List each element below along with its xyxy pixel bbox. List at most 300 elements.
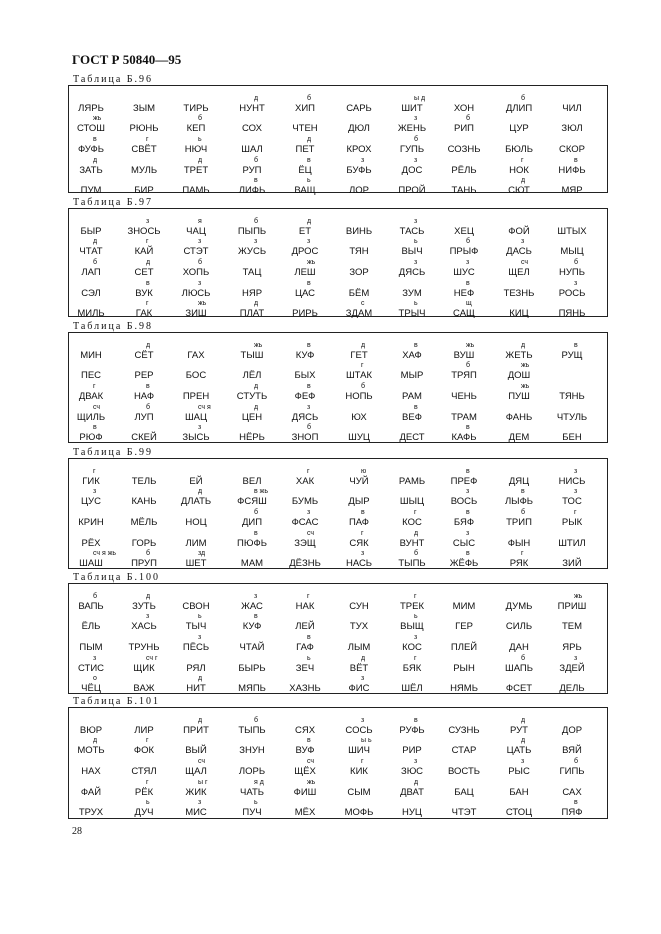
stress-mark: б bbox=[466, 238, 471, 245]
stress-mark: в bbox=[254, 530, 258, 537]
table-cell: ЦУС bbox=[81, 496, 101, 507]
table-cell: ЁЛЬ bbox=[81, 621, 101, 632]
table-cell: СТЭТ bbox=[183, 246, 209, 257]
stress-mark: г bbox=[521, 550, 524, 557]
table-cell: ГАФ bbox=[296, 642, 314, 653]
stress-mark: б bbox=[414, 136, 419, 143]
stress-mark: б bbox=[254, 157, 259, 164]
table-cell: ПЮФЬ bbox=[237, 538, 267, 549]
table-cell: РЫС bbox=[508, 766, 530, 777]
stress-mark: ь bbox=[198, 136, 202, 143]
table-cell: ДЯЦ bbox=[508, 476, 530, 487]
table-cell: ТРАМ bbox=[451, 412, 477, 423]
table-cell: ЗИШ bbox=[185, 308, 207, 319]
table-cell: ФСАС bbox=[291, 517, 319, 528]
stress-mark: з bbox=[361, 550, 365, 557]
table-cell: РУТ bbox=[510, 725, 528, 736]
table-cell: ЧТЭТ bbox=[451, 807, 477, 818]
stress-mark: г bbox=[93, 383, 96, 390]
table-cell: КРИН bbox=[78, 517, 104, 528]
table-cell: КАНЬ bbox=[131, 496, 157, 507]
table-cell: КАЙ bbox=[134, 246, 154, 257]
table-cell: КИК bbox=[350, 766, 368, 777]
stress-mark: в bbox=[93, 424, 97, 431]
table-cell: ЗЫСЬ bbox=[182, 432, 210, 443]
stress-mark: б bbox=[93, 593, 98, 600]
table-cell: ЧЕНЬ bbox=[451, 391, 477, 402]
stress-mark: в bbox=[466, 468, 470, 475]
table-cell: РУФЬ bbox=[399, 725, 425, 736]
table-cell: РОСЬ bbox=[558, 288, 586, 299]
stress-mark: д bbox=[146, 342, 151, 349]
stress-mark: з bbox=[254, 238, 258, 245]
table-cell: РУЩ bbox=[561, 350, 583, 361]
table-cell: ЛЕШ bbox=[294, 267, 316, 278]
table-cell: МИС bbox=[185, 807, 207, 818]
table-cell: ТЯН bbox=[349, 246, 369, 257]
stress-mark: в bbox=[307, 737, 311, 744]
table-cell: ПУШ bbox=[508, 391, 530, 402]
table-cell: ЦЕН bbox=[241, 412, 263, 423]
table-cell: ПАМЬ bbox=[182, 185, 210, 196]
table-cell: КЕП bbox=[186, 123, 206, 134]
stress-mark: з bbox=[198, 634, 202, 641]
table-cell: МЫЦ bbox=[560, 246, 584, 257]
table-cell: НОК bbox=[509, 165, 529, 176]
stress-mark: б bbox=[254, 218, 259, 225]
table-cell: ЗУТЬ bbox=[132, 601, 156, 612]
stress-mark: в bbox=[307, 280, 311, 287]
stress-mark: д bbox=[521, 717, 526, 724]
word-table bbox=[68, 85, 608, 196]
stress-mark: в bbox=[466, 280, 470, 287]
stress-mark: з bbox=[414, 758, 418, 765]
table-cell: БЫХ bbox=[294, 370, 316, 381]
table-cell: ЖИК bbox=[185, 787, 207, 798]
table-cell: СЕТ bbox=[134, 267, 154, 278]
table-cell: ПРОЙ bbox=[398, 185, 426, 196]
table-cell: СТОЦ bbox=[505, 807, 533, 818]
stress-mark: з bbox=[307, 509, 311, 516]
table-cell: РЯК bbox=[509, 558, 529, 569]
stress-mark: в bbox=[307, 383, 311, 390]
stress-mark: з bbox=[574, 468, 578, 475]
page-number: 28 bbox=[72, 826, 82, 837]
table-cell: РАМЬ bbox=[398, 476, 426, 487]
table-cell: ШЁЛ bbox=[401, 683, 423, 694]
table-cell: НУЦ bbox=[402, 807, 422, 818]
table-cell: ЖЕНЬ bbox=[397, 123, 427, 134]
stress-mark: жь bbox=[307, 259, 316, 266]
stress-mark: д bbox=[198, 717, 203, 724]
stress-mark: з bbox=[361, 675, 365, 682]
table-cell: ЛЁЛ bbox=[242, 370, 262, 381]
table-cell: ВЕЛ bbox=[242, 476, 262, 487]
table-caption: Таблица Б.101 bbox=[73, 696, 161, 707]
stress-mark: ь bbox=[254, 799, 258, 806]
table-cell: ПРЕФ bbox=[450, 476, 478, 487]
table-cell: ФИШ bbox=[293, 787, 317, 798]
stress-mark: б bbox=[521, 95, 526, 102]
table-cell: НОЦ bbox=[185, 517, 207, 528]
table-cell: ГОРЬ bbox=[131, 538, 157, 549]
table-cell: НАСЬ bbox=[345, 558, 373, 569]
table-cell: ДЕСТ bbox=[399, 432, 425, 443]
stress-mark: ы г bbox=[198, 779, 208, 786]
stress-mark: б bbox=[521, 655, 526, 662]
table-cell: ЛУП bbox=[134, 412, 154, 423]
table-cell: БЮЛЬ bbox=[505, 144, 533, 155]
table-cell: ТРЫЧ bbox=[398, 308, 426, 319]
table-cell: НАФ bbox=[133, 391, 155, 402]
stress-mark: б bbox=[521, 509, 526, 516]
table-cell: ТРИП bbox=[506, 517, 532, 528]
table-cell: ЛЯРЬ bbox=[78, 103, 104, 114]
stress-mark: зд bbox=[198, 550, 206, 557]
stress-mark: б bbox=[414, 550, 419, 557]
table-cell: МЫР bbox=[400, 370, 424, 381]
stress-mark: в bbox=[466, 550, 470, 557]
table-cell: СУЗНЬ bbox=[448, 725, 480, 736]
stress-mark: сч bbox=[307, 758, 315, 765]
table-cell: ПРИШ bbox=[557, 601, 587, 612]
table-cell: ДОС bbox=[401, 165, 423, 176]
table-cell: БОС bbox=[185, 370, 207, 381]
word-table bbox=[68, 208, 608, 317]
stress-mark: б bbox=[361, 383, 366, 390]
word-table bbox=[68, 332, 608, 443]
table-cell: СЫС bbox=[452, 538, 476, 549]
table-cell: ШТЫХ bbox=[557, 226, 587, 237]
table-cell: ТЕЗНЬ bbox=[503, 288, 535, 299]
table-cell: ГУПЬ bbox=[399, 144, 425, 155]
stress-mark: д bbox=[307, 218, 312, 225]
table-cell: ХОПЬ bbox=[182, 267, 210, 278]
stress-mark: в bbox=[254, 613, 258, 620]
stress-mark: з bbox=[254, 593, 258, 600]
stress-mark: д bbox=[361, 655, 366, 662]
table-cell: ШИЧ bbox=[348, 745, 370, 756]
word-table bbox=[68, 583, 608, 694]
stress-mark: д bbox=[361, 342, 366, 349]
stress-mark: ь bbox=[414, 300, 418, 307]
table-cell: ЕЙ bbox=[189, 476, 203, 487]
table-cell: ВАЩ bbox=[294, 185, 316, 196]
table-cell: ФАНЬ bbox=[505, 412, 533, 423]
stress-mark: г bbox=[307, 468, 310, 475]
stress-mark: з bbox=[521, 238, 525, 245]
table-cell: ДОР bbox=[561, 725, 583, 736]
table-cell: ТАЦ bbox=[242, 267, 262, 278]
table-cell: ДЛАТЬ bbox=[180, 496, 212, 507]
table-cell: БЯК bbox=[402, 663, 422, 674]
table-cell: НЯМЬ bbox=[450, 683, 478, 694]
table-cell: ЩАЛ bbox=[185, 766, 207, 777]
table-cell: ВЁТ bbox=[349, 663, 369, 674]
stress-mark: в bbox=[307, 342, 311, 349]
stress-mark: г bbox=[361, 758, 364, 765]
stress-mark: б bbox=[307, 95, 312, 102]
table-cell: ФИС bbox=[348, 683, 370, 694]
table-cell: ХЕЦ bbox=[454, 226, 474, 237]
table-cell: ЧТЕН bbox=[292, 123, 318, 134]
table-cell: БАЦ bbox=[454, 787, 474, 798]
table-cell: ЗДЕЙ bbox=[559, 663, 585, 674]
stress-mark: б bbox=[574, 758, 579, 765]
table-cell: ВУК bbox=[135, 288, 153, 299]
table-cell: МОФЬ bbox=[344, 807, 374, 818]
table-cell: ДИП bbox=[241, 517, 263, 528]
stress-mark: жь bbox=[198, 300, 207, 307]
table-cell: ЧАЦ bbox=[186, 226, 206, 237]
table-caption: Таблица Б.100 bbox=[73, 572, 161, 583]
stress-mark: жь bbox=[307, 779, 316, 786]
stress-mark: з bbox=[146, 613, 150, 620]
table-cell: ЗЮЛ bbox=[561, 123, 583, 134]
table-cell: ТОС bbox=[562, 496, 582, 507]
stress-mark: з bbox=[198, 280, 202, 287]
stress-mark: г bbox=[146, 779, 149, 786]
table-caption: Таблица Б.99 bbox=[73, 447, 154, 458]
table-cell: СУН bbox=[349, 601, 369, 612]
stress-mark: з bbox=[574, 488, 578, 495]
table-cell: РЫК bbox=[561, 517, 583, 528]
stress-mark: з bbox=[574, 655, 578, 662]
stress-mark: з bbox=[93, 488, 97, 495]
table-cell: ЧУЙ bbox=[349, 476, 369, 487]
table-cell: ФАЙ bbox=[80, 787, 102, 798]
table-cell: СОХ bbox=[242, 123, 262, 134]
stress-mark: в bbox=[93, 136, 97, 143]
stress-mark: д bbox=[254, 404, 259, 411]
table-cell: НУНТ bbox=[239, 103, 265, 114]
table-cell: ВЫЙ bbox=[185, 745, 207, 756]
table-cell: ДОШ bbox=[507, 370, 531, 381]
stress-mark: б bbox=[146, 404, 151, 411]
table-cell: ПЫПЬ bbox=[237, 226, 267, 237]
table-cell: ВЕФ bbox=[402, 412, 422, 423]
table-cell: СТИС bbox=[77, 663, 105, 674]
stress-mark: б bbox=[254, 717, 259, 724]
stress-mark: з bbox=[466, 259, 470, 266]
stress-mark: д bbox=[254, 300, 259, 307]
table-cell: ХАФ bbox=[402, 350, 422, 361]
table-cell: ЩИК bbox=[133, 663, 155, 674]
table-cell: ПРУП bbox=[131, 558, 157, 569]
table-cell: ЦАТЬ bbox=[506, 745, 532, 756]
stress-mark: жь bbox=[254, 342, 263, 349]
table-cell: ПЛЕЙ bbox=[450, 642, 478, 653]
stress-mark: в bbox=[574, 799, 578, 806]
stress-mark: в bbox=[307, 157, 311, 164]
table-cell: ШТИЛ bbox=[558, 538, 586, 549]
table-cell: ЛЕЙ bbox=[295, 621, 315, 632]
stress-mark: сч bbox=[93, 404, 101, 411]
table-cell: ЗОР bbox=[349, 267, 369, 278]
stress-mark: жь bbox=[574, 593, 583, 600]
table-cell: РИРЬ bbox=[292, 308, 318, 319]
table-cell: ЗИЙ bbox=[562, 558, 582, 569]
table-cell: ЛОРЬ bbox=[238, 766, 266, 777]
stress-mark: г bbox=[146, 238, 149, 245]
table-cell: ЛИМ bbox=[185, 538, 207, 549]
stress-mark: г bbox=[146, 300, 149, 307]
stress-mark: в bbox=[414, 717, 418, 724]
table-cell: БЫР bbox=[80, 226, 102, 237]
stress-mark: ю bbox=[361, 468, 367, 475]
table-cell: РИР bbox=[402, 745, 422, 756]
stress-mark: д bbox=[414, 530, 419, 537]
stress-mark: з bbox=[414, 157, 418, 164]
table-cell: ЗДАМ bbox=[345, 308, 373, 319]
table-cell: НЕФ bbox=[453, 288, 475, 299]
table-cell: ШУС bbox=[453, 267, 475, 278]
table-cell: ЛИФЬ bbox=[238, 185, 266, 196]
stress-mark: д bbox=[521, 177, 526, 184]
stress-mark: з bbox=[414, 259, 418, 266]
table-cell: СЁТ bbox=[134, 350, 154, 361]
table-cell: ПЁСЬ bbox=[182, 642, 210, 653]
table-cell: РИП bbox=[454, 123, 474, 134]
table-cell: НЮЧ bbox=[184, 144, 208, 155]
table-cell: БЕН bbox=[562, 432, 582, 443]
table-cell: НЁРЬ bbox=[239, 432, 265, 443]
table-cell: ВАЖ bbox=[133, 683, 155, 694]
stress-mark: д bbox=[254, 95, 259, 102]
table-cell: ФЕФ bbox=[294, 391, 316, 402]
stress-mark: з bbox=[414, 218, 418, 225]
table-cell: ПЯФ bbox=[561, 807, 583, 818]
stress-mark: сч bbox=[521, 259, 529, 266]
word-table bbox=[68, 707, 608, 819]
table-cell: ШАШ bbox=[79, 558, 103, 569]
table-cell: ПУМ bbox=[80, 185, 102, 196]
table-cell: БУФЬ bbox=[346, 165, 372, 176]
table-cell: РЮНЬ bbox=[129, 123, 159, 134]
table-cell: ТЯНЬ bbox=[559, 391, 585, 402]
table-cell: ЗНУН bbox=[239, 745, 265, 756]
table-cell: ЧТАТ bbox=[79, 246, 103, 257]
table-cell: СВОН bbox=[182, 601, 210, 612]
table-cell: ТРУХ bbox=[78, 807, 104, 818]
table-cell: ФОЙ bbox=[508, 226, 530, 237]
table-cell: ШАЦ bbox=[184, 412, 208, 423]
table-cell: ТРЯП bbox=[451, 370, 477, 381]
stress-mark: з bbox=[307, 404, 311, 411]
stress-mark: д bbox=[521, 737, 526, 744]
table-cell: ВУШ bbox=[453, 350, 475, 361]
stress-mark: ь bbox=[198, 613, 202, 620]
stress-mark: о bbox=[93, 675, 97, 682]
stress-mark: жь bbox=[521, 362, 530, 369]
table-cell: ПРИТ bbox=[183, 725, 209, 736]
table-cell: МЯПЬ bbox=[238, 683, 266, 694]
table-cell: ЗНОП bbox=[291, 432, 319, 443]
table-cell: ПРЫФ bbox=[449, 246, 479, 257]
table-cell: ФСЕТ bbox=[505, 683, 533, 694]
table-cell: ШЕТ bbox=[185, 558, 207, 569]
table-cell: ЗУМ bbox=[402, 288, 422, 299]
table-cell: ТРУНЬ bbox=[128, 642, 160, 653]
stress-mark: д bbox=[198, 675, 203, 682]
table-cell: РЁХ bbox=[81, 538, 101, 549]
stress-mark: сч bbox=[198, 758, 206, 765]
table-caption: Таблица Б.98 bbox=[73, 321, 154, 332]
stress-mark: б bbox=[466, 362, 471, 369]
table-cell: ПЕТ bbox=[295, 144, 315, 155]
table-cell: ХИП bbox=[295, 103, 315, 114]
stress-mark: б bbox=[93, 259, 98, 266]
table-cell: СВЁТ bbox=[131, 144, 157, 155]
stress-mark: сч я жь bbox=[93, 550, 117, 557]
stress-mark: д bbox=[521, 342, 526, 349]
table-cell: САРЬ bbox=[346, 103, 372, 114]
stress-mark: в жь bbox=[254, 488, 268, 495]
table-cell: ЧТАЙ bbox=[239, 642, 265, 653]
stress-mark: з bbox=[93, 655, 97, 662]
table-cell: ЛИР bbox=[134, 725, 154, 736]
stress-mark: д bbox=[93, 737, 98, 744]
table-cell: РАМ bbox=[402, 391, 422, 402]
table-cell: КОС bbox=[402, 517, 422, 528]
table-cell: ДЕЛЬ bbox=[559, 683, 585, 694]
table-cell: НАК bbox=[295, 601, 315, 612]
table-cell: НЯР bbox=[241, 288, 263, 299]
stress-mark: д bbox=[307, 136, 312, 143]
table-cell: ТРЕК bbox=[399, 601, 425, 612]
table-cell: ВОСТЬ bbox=[448, 766, 480, 777]
table-cell: ПАФ bbox=[348, 517, 370, 528]
table-cell: ДРОС bbox=[291, 246, 319, 257]
stress-mark: з bbox=[146, 218, 150, 225]
table-cell: ШАЛ bbox=[241, 144, 263, 155]
stress-mark: з bbox=[198, 799, 202, 806]
table-cell: ЗЕЧ bbox=[295, 663, 315, 674]
stress-mark: з bbox=[414, 634, 418, 641]
table-cell: ЧАТЬ bbox=[240, 787, 264, 798]
stress-mark: ь bbox=[414, 238, 418, 245]
stress-mark: д bbox=[146, 593, 151, 600]
table-cell: ФЫН bbox=[507, 538, 531, 549]
table-cell: ТИРЬ bbox=[183, 103, 209, 114]
table-cell: ХАСЬ bbox=[131, 621, 157, 632]
table-cell: ЛАП bbox=[81, 267, 101, 278]
stress-mark: б bbox=[307, 424, 312, 431]
stress-mark: б bbox=[466, 115, 471, 122]
table-cell: РЯЛ bbox=[186, 663, 206, 674]
stress-mark: ь bbox=[307, 655, 311, 662]
table-cell: ЖУСЬ bbox=[237, 246, 267, 257]
table-cell: СЯК bbox=[349, 538, 369, 549]
stress-mark: в bbox=[414, 404, 418, 411]
table-cell: ТАСЬ bbox=[399, 226, 425, 237]
table-cell: РЫН bbox=[453, 663, 475, 674]
stress-mark: д bbox=[146, 259, 151, 266]
stress-mark: в bbox=[307, 634, 311, 641]
table-cell: ВЫЩ bbox=[400, 621, 424, 632]
stress-mark: сч г bbox=[146, 655, 158, 662]
table-cell: ЖЁФЬ bbox=[449, 558, 479, 569]
table-cell: МЁЛЬ bbox=[130, 517, 158, 528]
table-cell: ШЫЦ bbox=[399, 496, 425, 507]
stress-mark: з bbox=[574, 280, 578, 287]
table-cell: ДЛИП bbox=[505, 103, 533, 114]
table-cell: ДВАТ bbox=[400, 787, 424, 798]
table-cell: ГЕР bbox=[455, 621, 473, 632]
stress-mark: г bbox=[146, 136, 149, 143]
stress-mark: в bbox=[466, 509, 470, 516]
table-cell: ВУНТ bbox=[399, 538, 425, 549]
